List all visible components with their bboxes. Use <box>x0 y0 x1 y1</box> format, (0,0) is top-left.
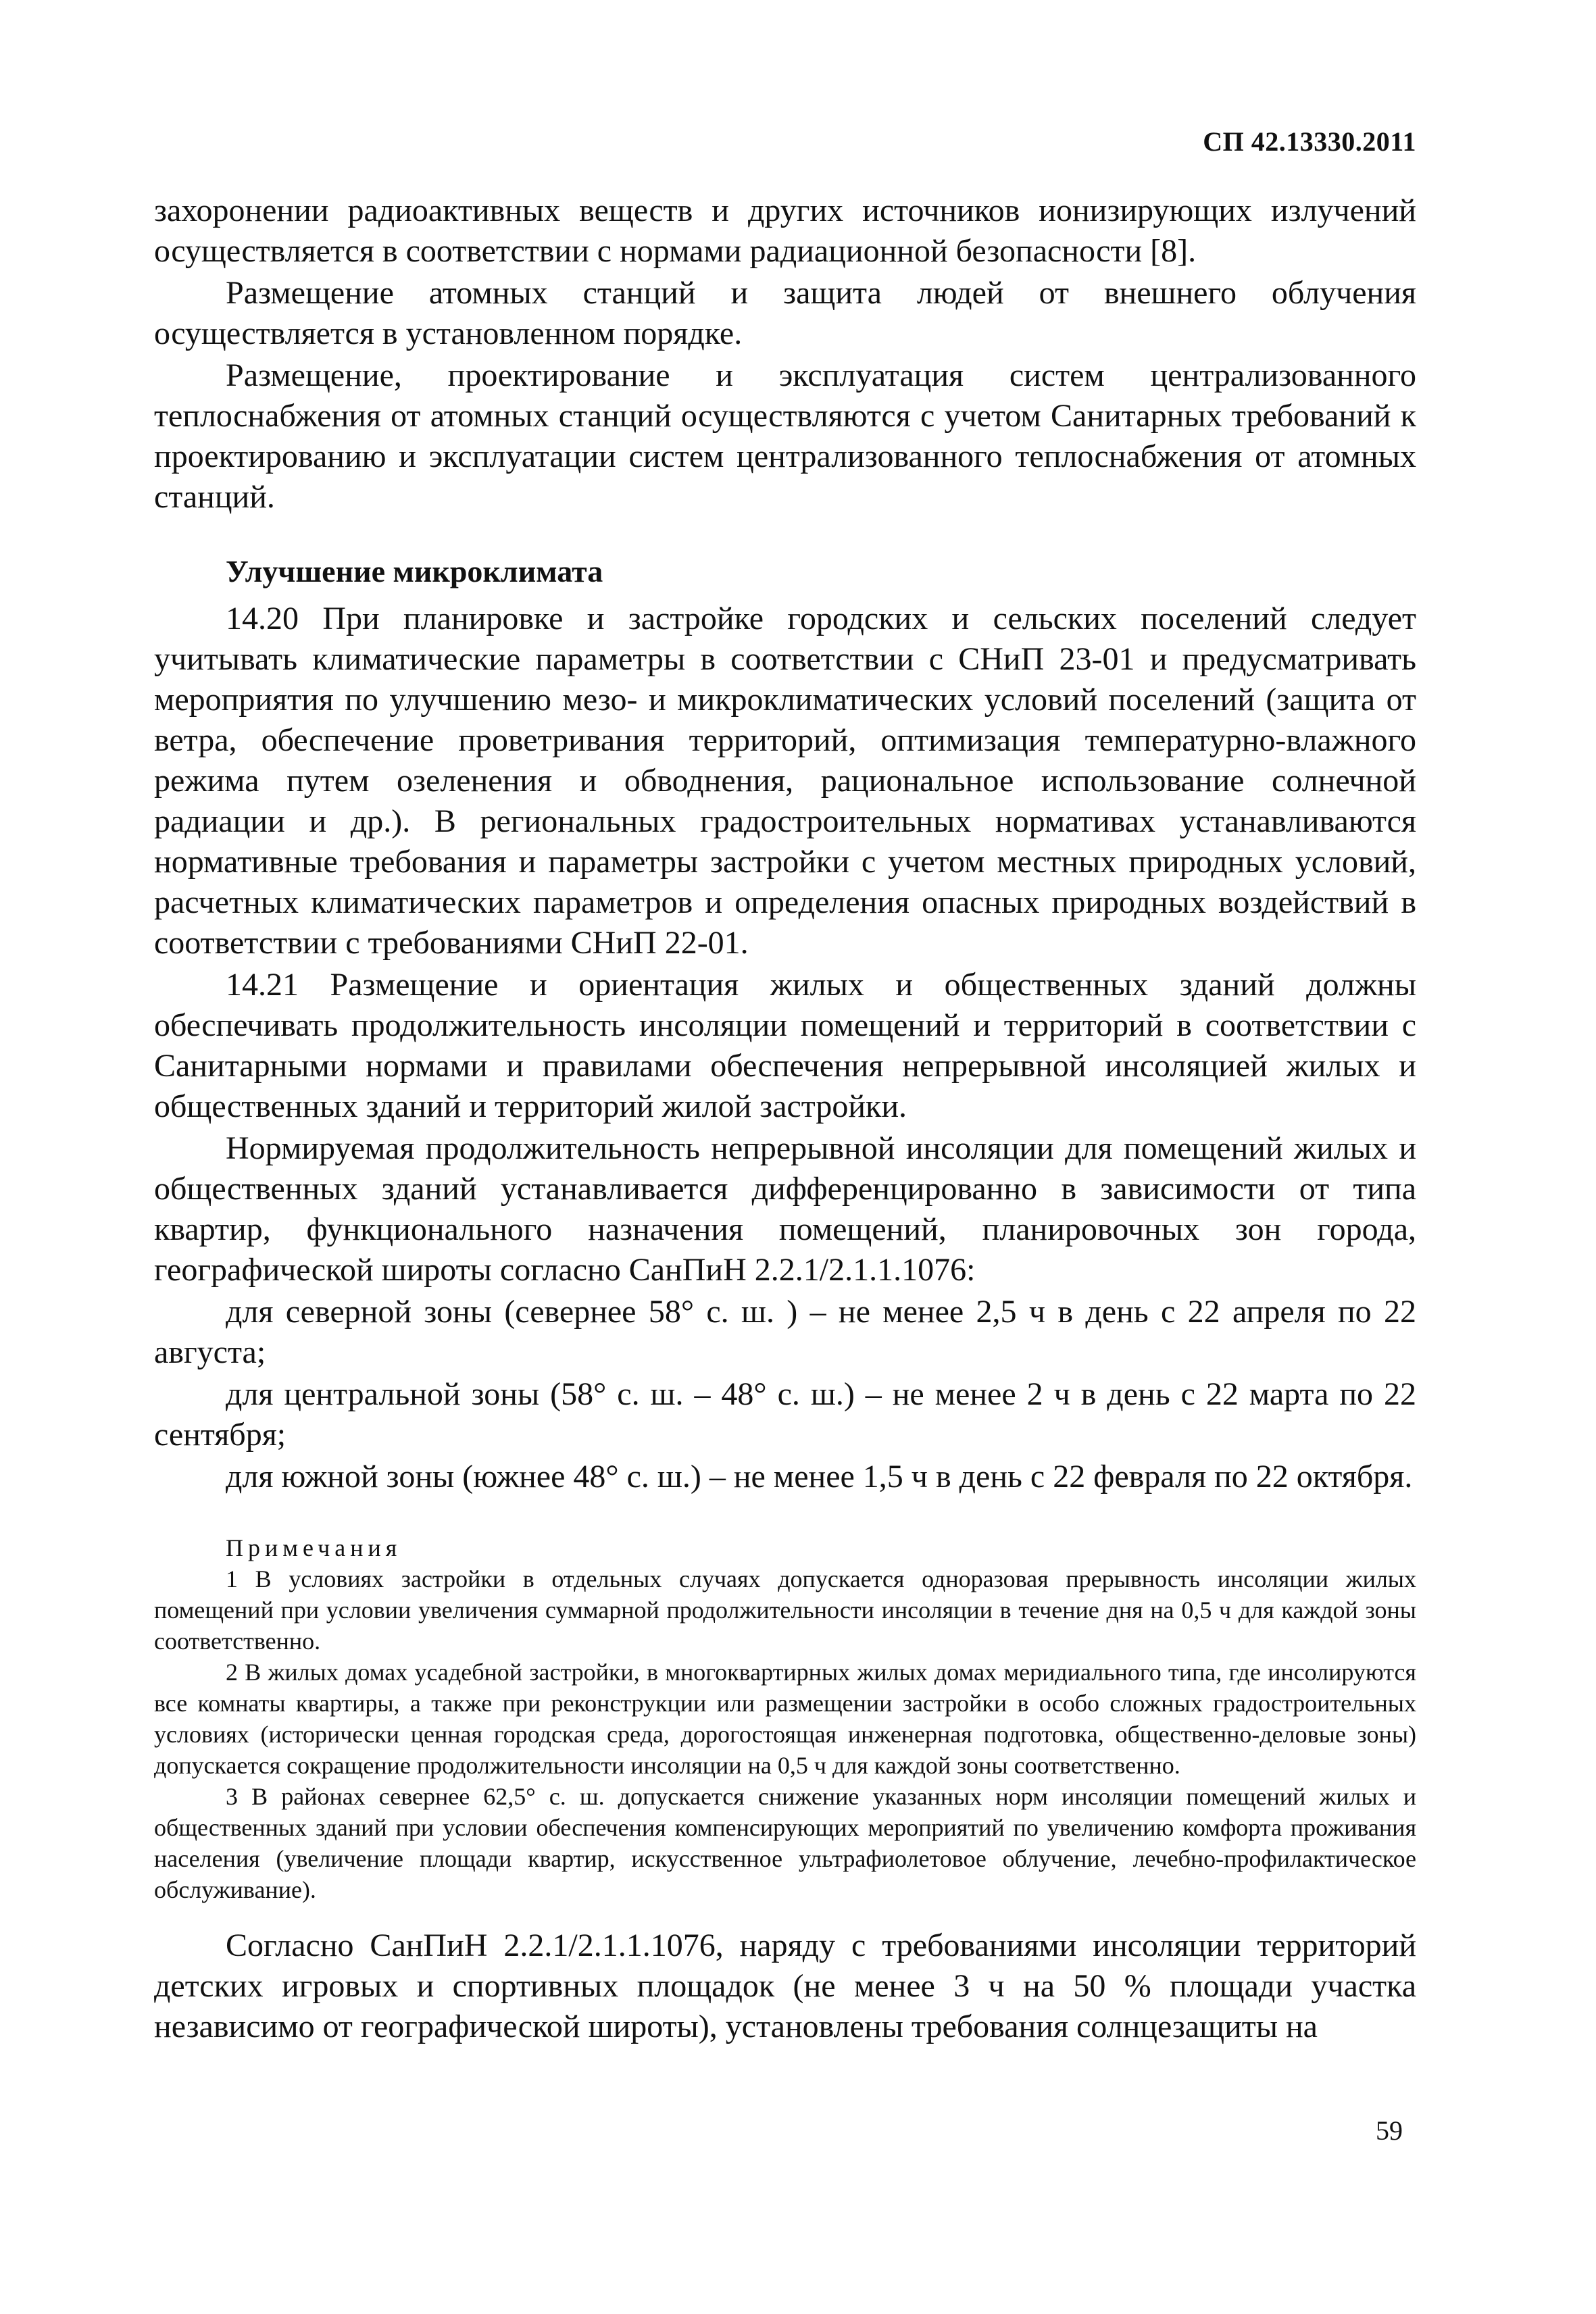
paragraph: Согласно СанПиН 2.2.1/2.1.1.1076, наряду с требованиями инсоляции территорий детских игровых и спортивных площадок (не менее 3 ч на 50 % площади участка независимо от географической широты), установлены требования солнцезащиты на <box>154 1928 1416 2044</box>
page-number: 59 <box>1376 2115 1403 2146</box>
note-item: 2 В жилых домах усадебной застройки, в многоквартирных жилых домах меридиального типа, где инсолируются все комнаты квартиры, а также при реконструкции или размещении застройки в особо сложных градостроительных условиях (исторически ценная городская среда, дорогостоящая инженерная подготовка, общественно-деловые зоны) допускается сокращение продолжительности инсоляции на 0,5 ч для каждой зоны соответственно. <box>154 1659 1416 1779</box>
section-heading: Улучшение микроклимата <box>226 554 603 588</box>
note-item: 1 В условиях застройки в отдельных случаях допускается одноразовая прерывность инсоляции жилых помещений при условии увеличения суммарной продолжительности инсоляции в течение дня на 0,5 ч для каждой зоны соответственно. <box>154 1565 1416 1655</box>
notes-title: Примечания <box>226 1534 402 1561</box>
list-item-south-zone: для южной зоны (южнее 48° с. ш.) – не менее 1,5 ч в день с 22 февраля по 22 октября. <box>226 1459 1413 1494</box>
note-item: 3 В районах севернее 62,5° с. ш. допускается снижение указанных норм инсоляции помещений жилых и общественных зданий при условии обеспечения компенсирующих мероприятий по увеличению комфорта проживания населения (увеличение площади квартир, искусственное ультрафиолетовое облучение, лечебно-профилактическое обслуживание). <box>154 1783 1416 1903</box>
paragraph: Размещение, проектирование и эксплуатация систем централизованного теплоснабжения от атомных станций осуществляются с учетом Санитарных требований к проектированию и эксплуатации систем централизованного теплоснабжения от атомных станций. <box>154 357 1416 515</box>
paragraph: Размещение атомных станций и защита людей от внешнего облучения осуществляется в установленном порядке. <box>154 275 1416 351</box>
list-item-north-zone: для северной зоны (севернее 58° с. ш. ) – не менее 2,5 ч в день с 22 апреля по 22 августа; <box>154 1294 1416 1370</box>
document-code: СП 42.13330.2011 <box>1203 126 1416 157</box>
notes-block <box>154 1532 1416 1905</box>
paragraph-14-21: 14.21 Размещение и ориентация жилых и общественных зданий должны обеспечивать продолжительность инсоляции помещений и территорий в соответствии с Санитарными нормами и правилами обеспечения непрерывной инсоляцией жилых и общественных зданий и территорий жилой застройки. <box>154 967 1416 1124</box>
page-content <box>154 191 1416 2048</box>
paragraph: захоронении радиоактивных веществ и других источников ионизирующих излучений осуществляется в соответствии с нормами радиационной безопасности [8]. <box>154 193 1416 269</box>
list-item-central-zone: для центральной зоны (58° с. ш. – 48° с. ш.) – не менее 2 ч в день с 22 марта по 22 сентября; <box>154 1376 1416 1453</box>
paragraph-14-20: 14.20 При планировке и застройке городских и сельских поселений следует учитывать климатические параметры в соответствии с СНиП 23-01 и предусматривать мероприятия по улучшению мезо- и микроклиматических условий поселений (защита от ветра, обеспечение проветривания территорий, оптимизация температурно-влажного режима путем озеленения и обводнения, рациональное использование солнечной радиации и др.). В региональных градостроительных нормативах устанавливаются нормативные требования и параметры застройки с учетом местных природных условий, расчетных климатических параметров и определения опасных природных воздействий в соответствии с требованиями СНиП 22-01. <box>154 601 1416 961</box>
paragraph: Нормируемая продолжительность непрерывной инсоляции для помещений жилых и общественных зданий устанавливается дифференцированно в зависимости от типа квартир, функционального назначения помещений, планировочных зон города, географической широты согласно СанПиН 2.2.1/2.1.1.1076: <box>154 1130 1416 1288</box>
